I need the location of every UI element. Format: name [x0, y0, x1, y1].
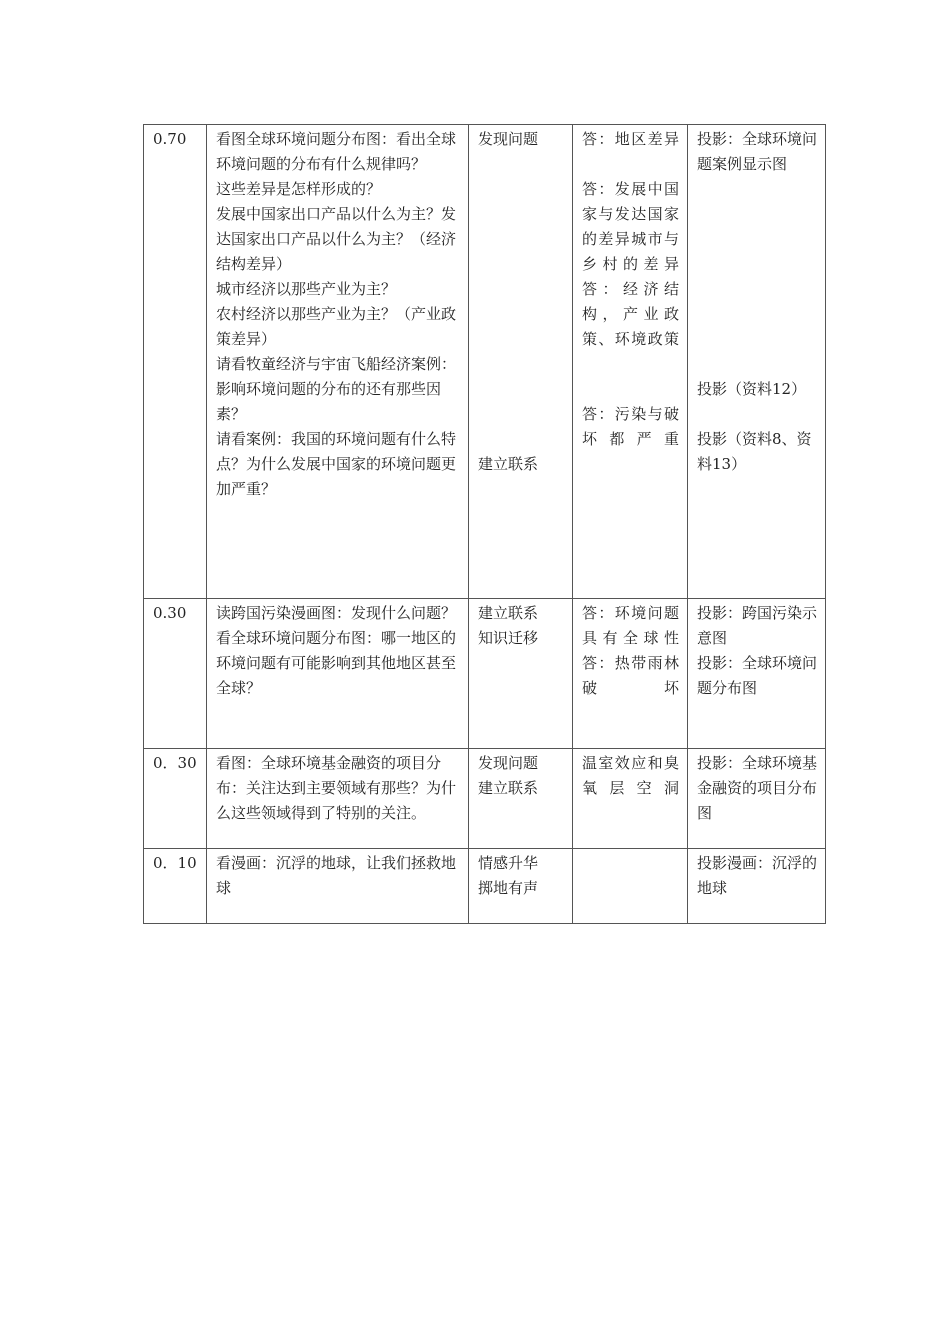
activity-line: 城市经济以那些产业为主？	[216, 280, 397, 298]
time-cell: 0．30	[144, 749, 207, 849]
activity-line: 看图全球环境问题分布图：看出全球环境问题的分布有什么规律吗？	[216, 130, 457, 173]
method-cell	[469, 749, 573, 849]
answer-text: 温室效应和臭氧层空洞	[582, 754, 679, 797]
time-cell: 0.70	[144, 125, 207, 599]
media-text: 投影漫画：沉浮的地球	[697, 854, 818, 897]
answer-text: 答：地区差异	[582, 130, 679, 148]
activity-cell	[207, 749, 469, 849]
method-cell	[469, 599, 573, 749]
media-text: 投影：全球环境问题分布图	[697, 654, 818, 697]
media-text: 投影：跨国污染示意图	[697, 604, 818, 647]
activity-line: 请看案例：我国的环境问题有什么特点？为什么发展中国家的环境问题更加严重？	[216, 430, 457, 498]
method-label: 掷地有声	[478, 879, 539, 897]
activity-cell	[207, 849, 469, 924]
table-row	[144, 599, 826, 749]
time-cell: 0．10	[144, 849, 207, 924]
answer-text: 答：环境问题具有全球性	[582, 604, 679, 647]
answer-text: 答：热带雨林破坏	[582, 654, 679, 697]
media-cell	[688, 749, 826, 849]
method-cell	[469, 849, 573, 924]
activity-line: 发展中国家出口产品以什么为主？发达国家出口产品以什么为主？（经济结构差异）	[216, 205, 457, 273]
media-text: 投影（资料12）	[697, 380, 807, 398]
method-label: 建立联系	[478, 604, 539, 622]
time-cell: 0.30	[144, 599, 207, 749]
activity-line: 看全球环境问题分布图：哪一地区的环境问题有可能影响到其他地区甚至全球？	[216, 629, 457, 697]
media-cell	[688, 849, 826, 924]
activity-cell	[207, 125, 469, 599]
answer-text: 答：发展中国家与发达国家的差异城市与乡村的差异	[582, 180, 679, 273]
media-cell	[688, 125, 826, 599]
method-label: 情感升华	[478, 854, 539, 872]
answer-cell	[573, 125, 688, 599]
media-cell	[688, 599, 826, 749]
answer-text: 答：污染与破坏都严重	[582, 405, 679, 448]
activity-line: 看图：全球环境基金融资的项目分布：关注达到主要领域有那些？为什么这些领域得到了特别的关注。	[216, 754, 457, 822]
media-text: 投影：全球环境基金融资的项目分布图	[697, 754, 818, 822]
media-text: 投影（资料8、资料13）	[697, 430, 812, 473]
method-label: 发现问题	[478, 130, 539, 148]
answer-cell	[573, 749, 688, 849]
method-label: 建立联系	[478, 779, 539, 797]
activity-line: 读跨国污染漫画图：发现什么问题？	[216, 604, 457, 622]
table-row	[144, 749, 826, 849]
answer-text: 答：经济结构，产业政策、环境政策	[582, 280, 679, 348]
method-label: 知识迁移	[478, 629, 539, 647]
table-row	[144, 125, 826, 599]
lesson-plan-table	[143, 124, 826, 924]
method-label: 建立联系	[478, 455, 539, 473]
method-cell	[469, 125, 573, 599]
activity-line: 看漫画：沉浮的地球，让我们拯救地球	[216, 854, 457, 897]
media-text: 投影：全球环境问题案例显示图	[697, 130, 818, 173]
table-row	[144, 849, 826, 924]
method-label: 发现问题	[478, 754, 539, 772]
answer-cell	[573, 849, 688, 924]
activity-line: 这些差异是怎样形成的？	[216, 180, 382, 198]
activity-cell	[207, 599, 469, 749]
activity-line: 农村经济以那些产业为主？（产业政策差异）	[216, 305, 457, 348]
activity-line: 请看牧童经济与宇宙飞船经济案例：影响环境问题的分布的还有那些因素？	[216, 355, 457, 423]
answer-text	[582, 851, 679, 876]
answer-cell	[573, 599, 688, 749]
